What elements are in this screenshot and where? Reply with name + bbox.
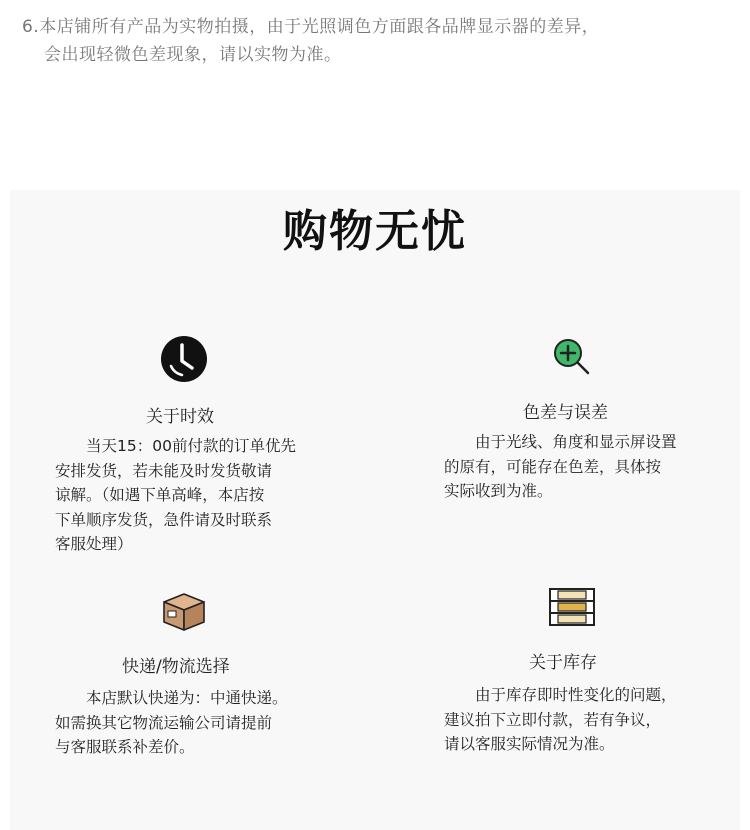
clock-icon [160,335,208,383]
feature-title-timing: 关于时效 [146,407,214,427]
note-line-6: 6.本店铺所有产品为实物拍摄，由于光照调色方面跟各品牌显示器的差异， [22,17,600,37]
notes-area [0,0,750,80]
note-line-6-continued: 会出现轻微色差现象，请以实物为准。 [44,45,342,65]
package-icon [162,592,206,632]
section-title: 购物无忧 [283,206,467,257]
feature-text-color-difference: 由于光线、角度和显示屏设置 的原有，可能存在色差，具体按 实际收到为准。 [444,433,677,500]
feature-title-courier: 快递/物流选择 [122,657,230,677]
feature-text-timing: 当天15：00前付款的订单优先 安排发货，若未能及时发货敬请 谅解。（如遇下单高峰，本店按 下单顺序发货，急件请及时联系 客服处理） [55,437,296,553]
magnifier-icon [552,337,592,377]
feature-title-stock: 关于库存 [529,653,597,673]
feature-text-stock: 由于库存即时性变化的问题， 建议拍下立即付款，若有争议， 请以客服实际情况为准。 [444,686,677,753]
feature-text-courier: 本店默认快递为：中通快递。 如需换其它物流运输公司请提前 与客服联系补差价。 [55,689,288,756]
shelf-icon [548,587,596,627]
feature-title-color-difference: 色差与误差 [523,403,608,423]
